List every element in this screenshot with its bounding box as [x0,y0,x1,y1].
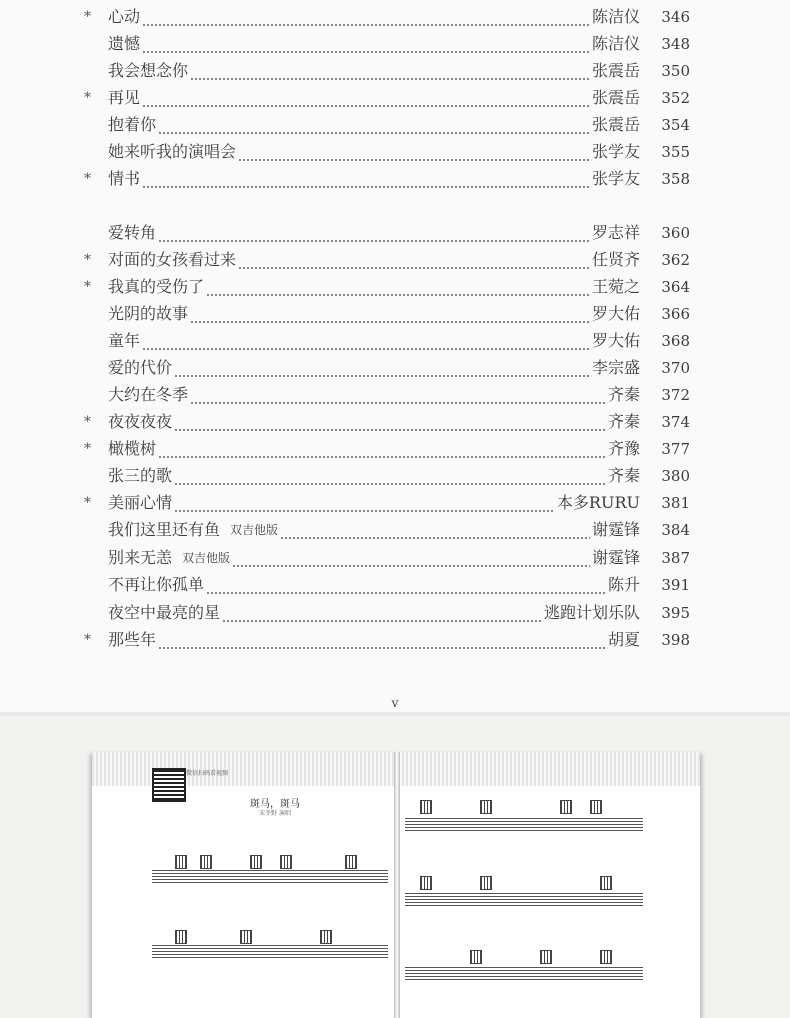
dot-leader [158,121,590,135]
toc-entry [80,490,690,516]
star-marker: * [84,9,91,25]
dot-leader [238,256,590,270]
song-title: 心动 [108,7,141,26]
toc-entry [80,247,690,273]
artist-name: 张震岳 [591,61,640,80]
score-subtitle: 宋冬野 演唱 [259,810,291,817]
song-title: 我真的受伤了 [108,277,205,296]
artist-name: 谢霆锋 [591,520,640,539]
page-number: 395 [661,604,690,622]
artist-name: 李宗盛 [591,358,640,377]
song-title: 再见 [108,88,141,107]
toc-entry [80,328,690,354]
staff-line [152,945,388,959]
chord-diagram-icon [600,876,612,890]
chord-diagram-icon [600,950,612,964]
artist-name: 张震岳 [591,88,640,107]
toc-entry [80,139,690,165]
toc-entry [80,382,690,408]
song-title: 美丽心情 [108,493,173,512]
song-title: 那些年 [108,630,157,649]
chord-diagram-icon [470,950,482,964]
page-number: 398 [661,631,690,649]
song-title: 夜夜夜夜 [108,412,173,431]
star-marker: * [84,252,91,268]
score-title: 斑马，斑马 [250,799,300,810]
toc-entry [80,112,690,138]
page-number: 380 [661,467,690,485]
song-title: 夜空中最亮的星 [108,603,221,622]
dot-leader [206,581,606,595]
artist-name: 胡夏 [607,630,640,649]
toc-entry [80,545,690,571]
dot-leader [158,229,590,243]
dot-leader [232,554,590,568]
chord-diagram-icon [320,930,332,944]
artist-name: 齐秦 [607,466,640,485]
staff-line [405,967,643,981]
qr-label: 微信扫码看视频 [186,770,229,777]
page-number: 354 [661,116,690,134]
version-note: 双吉他版 [182,551,231,565]
toc-entry [80,572,690,598]
dot-leader [142,40,590,54]
chord-diagram-icon [480,800,492,814]
song-title: 不再让你孤单 [108,575,205,594]
artist-name: 张震岳 [591,115,640,134]
toc-entry [80,436,690,462]
artist-name: 逃跑计划乐队 [543,603,640,622]
dot-leader [142,337,590,351]
song-title: 抱着你 [108,115,157,134]
artist-name: 谢霆锋 [591,548,640,567]
song-title: 情书 [108,169,141,188]
star-marker: * [84,90,91,106]
page-number: 352 [661,89,690,107]
dot-leader [158,445,606,459]
page-number-roman: v [391,696,399,710]
chord-diagram-icon [250,855,262,869]
artist-name: 齐秦 [607,412,640,431]
dot-leader [142,94,590,108]
artist-name: 任贤齐 [591,250,640,269]
toc-entry [80,517,690,543]
chord-diagram-icon [200,855,212,869]
staff-line [152,870,388,884]
toc-entry [80,220,690,246]
star-marker: * [84,279,91,295]
page-number: 381 [661,494,690,512]
dot-leader [174,472,606,486]
book-left-edge [92,752,397,786]
chord-diagram-icon [175,930,187,944]
book-left-page [92,752,397,1018]
song-title: 我们这里还有鱼 [108,520,221,539]
page-number: 360 [661,224,690,242]
song-title: 张三的歌 [108,466,173,485]
toc-entry [80,600,690,626]
toc-entry [80,409,690,435]
dot-leader [206,283,590,297]
song-title: 光阴的故事 [108,304,189,323]
star-marker: * [84,495,91,511]
dot-leader [190,310,590,324]
toc-entry [80,58,690,84]
chord-diagram-icon [420,800,432,814]
song-title: 遗憾 [108,34,141,53]
chord-diagram-icon [175,855,187,869]
page-number: 384 [661,521,690,539]
chord-diagram-icon [345,855,357,869]
artist-name: 张学友 [591,142,640,161]
artist-name: 齐豫 [607,439,640,458]
song-title: 别来无恙 [108,548,173,567]
chord-diagram-icon [590,800,602,814]
dot-leader [280,526,590,540]
book-right-edge [398,752,700,786]
page-number: 366 [661,305,690,323]
page-number: 374 [661,413,690,431]
dot-leader [158,636,606,650]
page-number: 355 [661,143,690,161]
dot-leader [238,148,590,162]
dot-leader [142,13,590,27]
version-note: 双吉他版 [230,523,279,537]
staff-line [405,818,643,832]
star-marker: * [84,632,91,648]
toc-entry [80,301,690,327]
page-number: 358 [661,170,690,188]
artist-name: 张学友 [591,169,640,188]
artist-name: 陈洁仪 [591,34,640,53]
star-marker: * [84,171,91,187]
artist-name: 罗大佑 [591,304,640,323]
song-title: 大约在冬季 [108,385,189,404]
page-number: 364 [661,278,690,296]
book-spine [394,752,400,1018]
song-title: 我会想念你 [108,61,189,80]
toc-entry [80,463,690,489]
page-number: 362 [661,251,690,269]
chord-diagram-icon [240,930,252,944]
page-number: 372 [661,386,690,404]
artist-name: 陈洁仪 [591,7,640,26]
song-title: 对面的女孩看过来 [108,250,237,269]
song-title: 童年 [108,331,141,350]
star-marker: * [84,441,91,457]
dot-leader [142,175,590,189]
dot-leader [190,67,590,81]
song-title: 爱转角 [108,223,157,242]
chord-diagram-icon [480,876,492,890]
chord-diagram-icon [560,800,572,814]
toc-entry [80,355,690,381]
chord-diagram-icon [420,876,432,890]
dot-leader [190,391,606,405]
toc-entry [80,274,690,300]
artist-name: 陈升 [607,575,640,594]
page-number: 350 [661,62,690,80]
qr-code-icon [152,768,186,802]
dot-leader [222,609,542,623]
artist-name: 齐秦 [607,385,640,404]
page-number: 387 [661,549,690,567]
page-number: 391 [661,576,690,594]
artist-name: 本多RURU [556,493,640,512]
toc-entry [80,166,690,192]
page-number: 368 [661,332,690,350]
chord-diagram-icon [540,950,552,964]
page-number: 370 [661,359,690,377]
artist-name: 罗大佑 [591,331,640,350]
toc-entry [80,627,690,653]
page-number: 377 [661,440,690,458]
toc-entry [80,85,690,111]
artist-name: 罗志祥 [591,223,640,242]
star-marker: * [84,414,91,430]
toc-entry [80,31,690,57]
staff-line [405,893,643,907]
chord-diagram-icon [280,855,292,869]
dot-leader [174,418,606,432]
artist-name: 王菀之 [591,277,640,296]
song-title: 橄榄树 [108,439,157,458]
dot-leader [174,364,590,378]
song-title: 她来听我的演唱会 [108,142,237,161]
song-title: 爱的代价 [108,358,173,377]
dot-leader [174,499,555,513]
page-number: 348 [661,35,690,53]
page-number: 346 [661,8,690,26]
toc-entry [80,4,690,30]
